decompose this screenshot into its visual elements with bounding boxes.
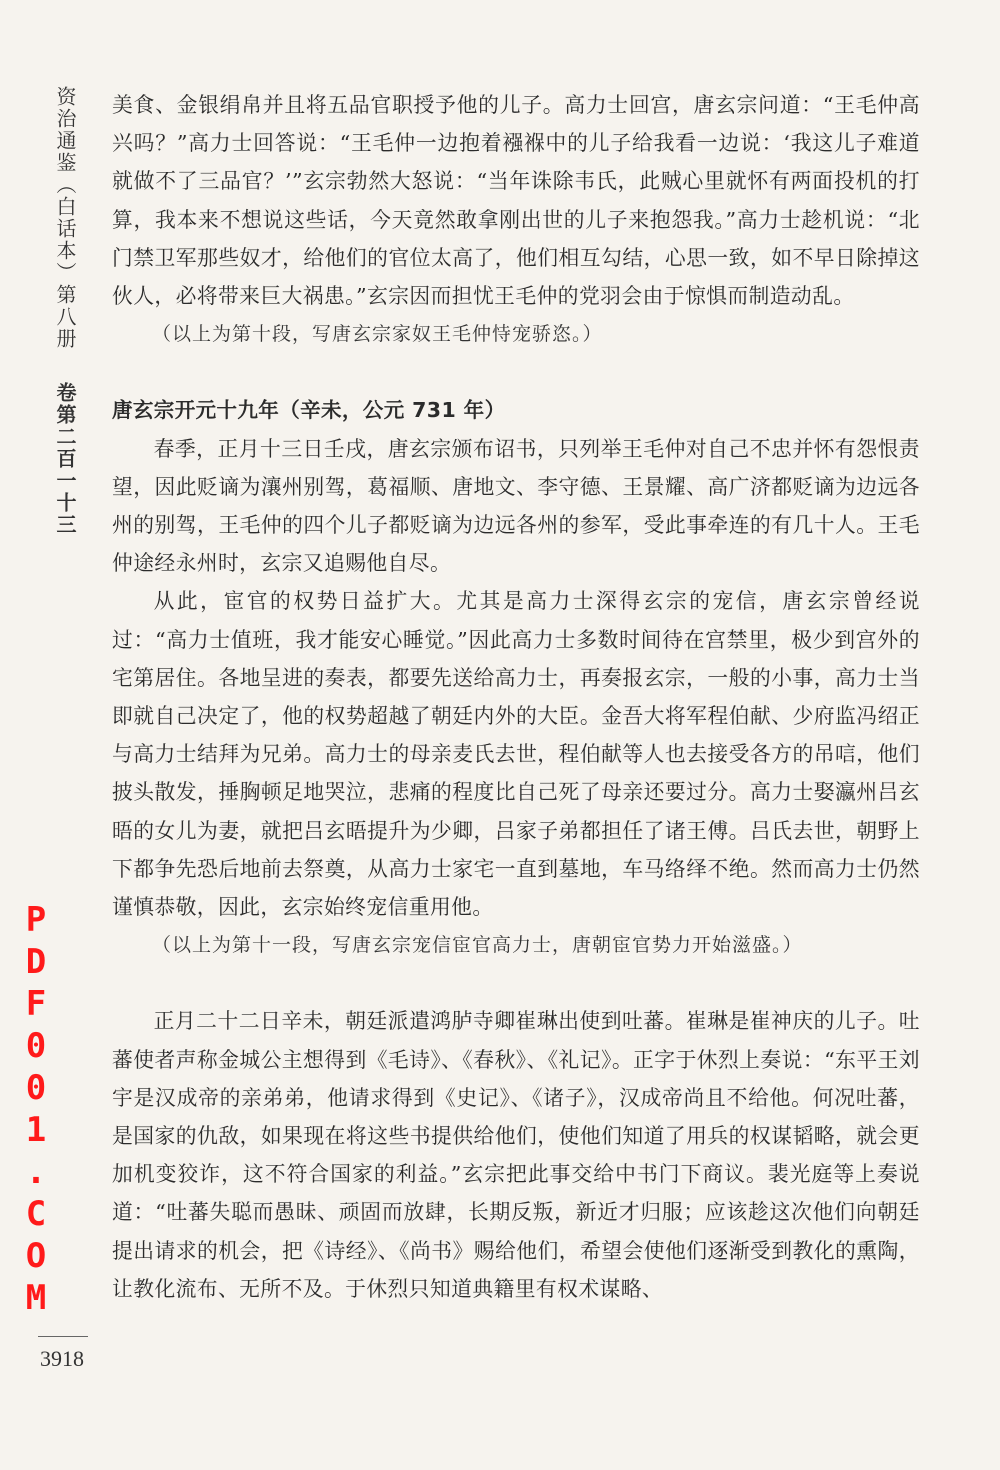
paragraph-3: 从此，宦官的权势日益扩大。尤其是高力士深得玄宗的宠信，唐玄宗曾经说过：“高力士值班，我才能安心睡觉。”因此高力士多数时间待在宫禁里，极少到宫外的宅第居住。各地呈进的奏表，都要先送给高力士，再奏报玄宗，一般的小事，高力士当即就自己决定了，他的权势超越了朝廷内外的大臣。金吾大将军程伯献、少府监冯绍正与高力士结拜为兄弟。高力士的母亲麦氏去世，程伯献等人也去接受各方的吊唁，他们披头散发，捶胸顿足地哭泣，悲痛的程度比自己死了母亲还要过分。高力士娶瀛州吕玄晤的女儿为妻，就把吕玄晤提升为少卿，吕家子弟都担任了诸王傅。吕氏去世，朝野上下都争先恐后地前去祭奠，从高力士家宅一直到墓地，车马络绎不绝。然而高力士仍然谨慎恭敬，因此，玄宗始终宠信重用他。 bbox=[112, 589, 920, 920]
footer-rule bbox=[38, 1336, 88, 1337]
section-heading: 唐玄宗开元十九年（辛未，公元 731 年） bbox=[112, 398, 506, 423]
page-number: 3918 bbox=[40, 1346, 84, 1371]
page-body bbox=[112, 86, 920, 1308]
running-header bbox=[50, 86, 80, 536]
volume-title: 卷第二百一十三 bbox=[53, 382, 77, 536]
paragraph-4: 正月二十二日辛未，朝廷派遣鸿胪寺卿崔琳出使到吐蕃。崔琳是崔神庆的儿子。吐蕃使者声称金城公主想得到《毛诗》、《春秋》、《礼记》。正字于休烈上奏说：“东平王刘宇是汉成帝的亲弟弟，他请求得到《史记》、《诸子》，汉成帝尚且不给他。何况吐蕃，是国家的仇敌，如果现在将这些书提供给他们，使他们知道了用兵的权谋韬略，就会更加机变狡诈，这不符合国家的利益。”玄宗把此事交给中书门下商议。裴光庭等上奏说道：“吐蕃失聪而愚昧、顽固而放肆，长期反叛，新近才归服；应该趁这次他们向朝廷提出请求的机会，把《诗经》、《尚书》赐给他们，希望会使他们逐渐受到教化的熏陶，让教化流布、无所不及。于休烈只知道典籍里有权术谋略、 bbox=[112, 1009, 920, 1301]
paragraph-1: 美食、金银绢帛并且将五品官职授予他的儿子。高力士回宫，唐玄宗问道：“王毛仲高兴吗？”高力士回答说：“王毛仲一边抱着襁褓中的儿子给我看一边说：‘我这儿子难道就做不了三品官？’”玄宗勃然大怒说：“当年诛除韦氏，此贼心里就怀有两面投机的打算，我本来不想说这些话，今天竟然敢拿刚出世的儿子来抱怨我。”高力士趁机说：“北门禁卫军那些奴才，给他们的官位太高了，他们相互勾结，心思一致，如不早日除掉这伙人，必将带来巨大祸患。”玄宗因而担忧王毛仲的党羽会由于惊惧而制造动乱。 bbox=[112, 93, 920, 309]
section-note-11: （以上为第十一段，写唐玄宗宠信宦官高力士，唐朝宦官势力开始滋盛。） bbox=[152, 934, 803, 957]
spacer bbox=[112, 964, 920, 1002]
spacer bbox=[112, 353, 920, 391]
paragraph-2: 春季，正月十三日壬戌，唐玄宗颁布诏书，只列举王毛仲对自己不忠并怀有怨恨责望，因此贬谪为瀼州别驾，葛福顺、唐地文、李守德、王景耀、高广济都贬谪为边远各州的别驾，王毛仲的四个儿子都贬谪为边远各州的参军，受此事牵连的有几十人。王毛仲途经永州时，玄宗又追赐他自尽。 bbox=[112, 436, 920, 576]
section-note-10: （以上为第十段，写唐玄宗家奴王毛仲恃宠骄恣。） bbox=[152, 323, 603, 346]
watermark: PDF001.COM bbox=[16, 900, 56, 1320]
book-title: 资治通鉴（白话本）第八册 bbox=[53, 86, 77, 350]
